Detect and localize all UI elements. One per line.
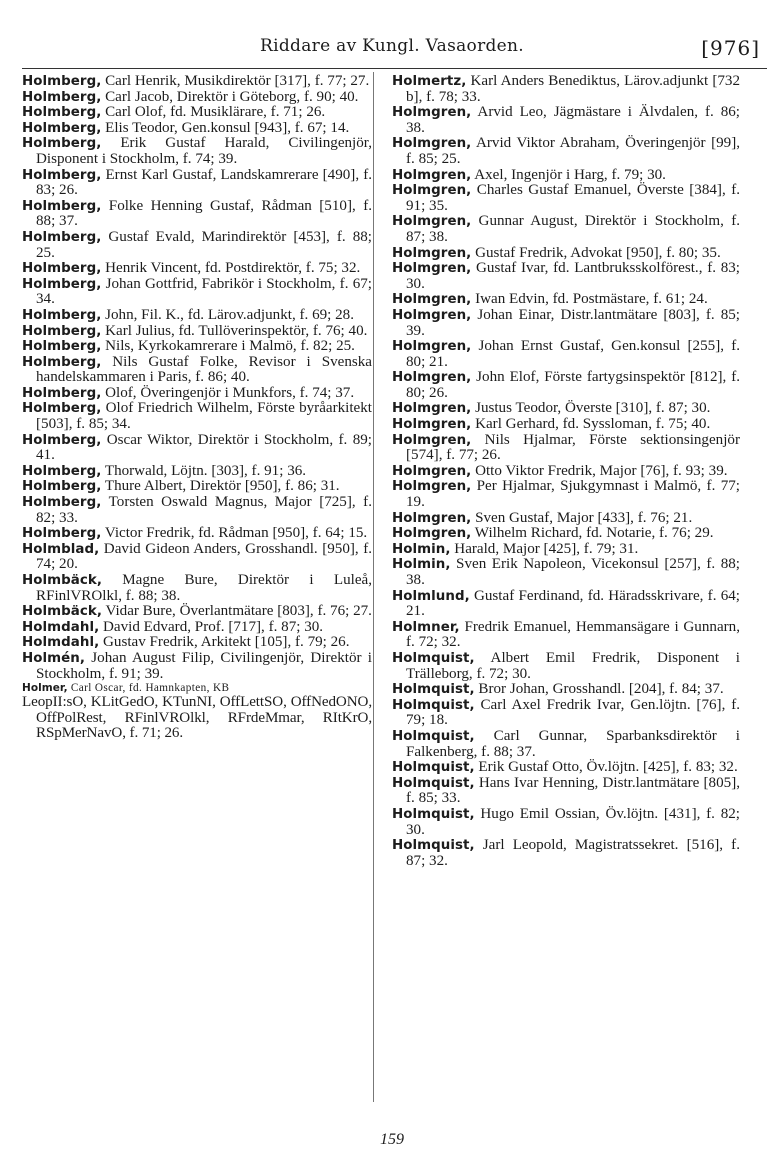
entry-surname: Holmberg, (22, 198, 102, 214)
entry-surname: Holmberg, (22, 479, 102, 495)
entry-details: Arvid Viktor Abraham, Överingenjör [99], f. 85; 25. (406, 135, 740, 167)
page-footer-number: 159 (380, 1131, 404, 1148)
register-entry (22, 542, 372, 573)
entry-details: Gustaf Evald, Marindirektör [453], f. 88; 25. (36, 228, 372, 261)
entry-surname: Holmberg, (22, 89, 102, 105)
entry-details: Karl Gerhard, fd. Syssloman, f. 75; 40. (471, 416, 711, 433)
entry-surname: Holmquist, (392, 838, 475, 854)
entry-details: Henrik Vincent, fd. Postdirektör, f. 75; 32. (101, 260, 361, 277)
entry-surname: Holmberg, (22, 136, 102, 152)
entry-details: Ernst Karl Gustaf, Landskamrerare [490], f. 83; 26. (36, 166, 372, 199)
entry-details: Olof, Överingenjör i Munkfors, f. 74; 37. (101, 384, 355, 401)
entry-surname: Holmberg, (22, 339, 102, 355)
entry-surname: Holmberg, (22, 526, 102, 542)
entry-surname: Holmberg, (22, 229, 102, 245)
entry-details: Karl Anders Benediktus, Lärov.adjunkt [732 b], f. 78; 33. (406, 73, 740, 105)
register-entry (392, 183, 740, 214)
entry-surname: Holmberg, (22, 120, 102, 136)
entry-surname: Holmdahl, (22, 635, 100, 651)
entry-details: Carl Olof, fd. Musiklärare, f. 71; 26. (101, 104, 326, 121)
entry-surname: Holmquist, (392, 760, 475, 776)
entry-details: Carl Oscar, fd. Hamnkapten, KB (67, 682, 230, 695)
entry-surname: Holmgren, (392, 339, 472, 355)
entry-details: Fredrik Emanuel, Hemmansägare i Gunnarn, f. 72; 32. (406, 618, 740, 651)
entry-surname: Holmberg, (22, 307, 102, 323)
register-entry (392, 729, 740, 760)
entry-details: Hans Ivar Henning, Distr.lantmätare [805], f. 85; 33. (406, 774, 740, 807)
register-entry (22, 308, 372, 324)
register-entry (22, 355, 372, 386)
entry-surname: Holmblad, (22, 541, 100, 557)
entry-details: Sven Gustaf, Major [433], f. 76; 21. (471, 509, 693, 526)
entry-details: Thorwald, Löjtn. [303], f. 91; 36. (101, 462, 307, 479)
entry-details: Wilhelm Richard, fd. Notarie, f. 76; 29. (471, 525, 714, 542)
register-entry (22, 277, 372, 308)
entry-surname: Holmberg, (22, 261, 102, 277)
entry-details: Carl Henrik, Musikdirektör [317], f. 77; 27. (101, 73, 370, 89)
entry-details: Johan Gottfrid, Fabrikör i Stockholm, f. 67; 34. (36, 275, 372, 308)
register-entry (22, 401, 372, 432)
entry-details: Albert Emil Fredrik, Disponent i Trälleborg, f. 72; 30. (406, 649, 740, 682)
entry-surname: Holmberg, (22, 276, 102, 292)
register-entry (392, 433, 740, 464)
entry-surname: Holmgren, (392, 214, 472, 230)
entry-surname: Holmén, (22, 650, 86, 666)
register-entry (392, 105, 740, 136)
column-divider (373, 72, 374, 1102)
register-entry (392, 464, 740, 480)
register-entry (22, 433, 372, 464)
entry-surname: Holmgren, (392, 136, 472, 152)
entry-details: Nils, Kyrkokamrerare i Malmö, f. 82; 25. (101, 338, 355, 355)
register-entry (392, 308, 740, 339)
entry-details: Hugo Emil Ossian, Öv.löjtn. [431], f. 82; 30. (406, 805, 740, 838)
entry-details: Magne Bure, Direktör i Luleå, RFinlVROlkl, f. 88; 38. (36, 572, 372, 604)
register-entry (22, 573, 372, 604)
entry-details: Otto Viktor Fredrik, Major [76], f. 93; 39. (471, 462, 728, 479)
entry-details: Charles Gustaf Emanuel, Överste [384], f. 91; 35. (406, 182, 740, 214)
register-entry (392, 682, 740, 698)
entry-details: Gustaf Fredrik, Advokat [950], f. 80; 35. (471, 244, 721, 261)
entry-surname: Holmberg, (22, 354, 102, 370)
entry-surname: Holmgren, (392, 526, 472, 542)
entry-details: Iwan Edvin, fd. Postmästare, f. 61; 24. (471, 291, 708, 308)
entry-surname: Holmgren, (392, 370, 472, 386)
entry-surname: Holmquist, (392, 775, 475, 791)
entry-details: Karl Julius, fd. Tullöverinspektör, f. 76; 40. (101, 322, 368, 339)
entry-surname: Holmner, (392, 619, 460, 635)
entry-details: Johan Einar, Distr.lantmätare [803], f. 85; 39. (406, 306, 740, 339)
register-entry (392, 479, 740, 510)
register-entry (22, 121, 372, 137)
entry-surname: Holmertz, (392, 74, 467, 89)
entry-details: Elis Teodor, Gen.konsul [943], f. 67; 14. (101, 119, 350, 136)
register-entry (22, 651, 372, 682)
entry-surname: Holmgren, (392, 105, 472, 121)
entry-surname: Holmquist, (392, 806, 475, 822)
register-entry (22, 495, 372, 526)
entry-details: David Edvard, Prof. [717], f. 87; 30. (99, 618, 324, 635)
entry-surname: Holmgren, (392, 292, 472, 308)
entry-details: Gunnar August, Direktör i Stockholm, f. 87; 38. (406, 213, 740, 245)
register-entry (392, 651, 740, 682)
entry-details: Axel, Ingenjör i Harg, f. 79; 30. (471, 166, 666, 183)
register-entry (392, 136, 740, 167)
register-entry (392, 246, 740, 262)
register-entry (392, 292, 740, 308)
register-entry (392, 401, 740, 417)
entry-surname: Holmquist, (392, 682, 475, 698)
register-entry (392, 698, 740, 729)
entry-surname: Holmgren, (392, 463, 472, 479)
entry-details: John Elof, Förste fartygsinspektör [812], f. 80; 26. (406, 369, 740, 401)
entry-surname: Holmgren, (392, 167, 472, 183)
right-column (392, 74, 740, 869)
register-entry (22, 230, 372, 261)
entry-details: Folke Henning Gustaf, Rådman [510], f. 88; 37. (36, 197, 372, 230)
entry-details: Olof Friedrich Wilhelm, Förste byråarkitekt [503], f. 85; 34. (36, 400, 372, 433)
entry-surname: Holmgren, (392, 401, 472, 417)
entry-surname: Holmgren, (392, 417, 472, 433)
register-entry (392, 214, 740, 245)
register-entry (22, 136, 372, 167)
entry-details: Jarl Leopold, Magistratssekret. [516], f. 87; 32. (406, 837, 740, 869)
entry-surname: Holmgren, (392, 510, 472, 526)
entry-details: LeopII:sO, KLitGedO, KTunNI, OffLettSO, OffNedONO, OffPolRest, RFinlVROlkl, RFrdeMmar, RItKrO, RSpMerNavO, f. 71; 26. (22, 694, 372, 742)
entry-details: Erik Gustaf Otto, Öv.löjtn. [425], f. 83; 32. (474, 759, 738, 776)
entry-details: Vidar Bure, Överlantmätare [803], f. 76; 27. (101, 603, 372, 620)
entry-surname: Holmberg, (22, 105, 102, 121)
register-entry (22, 526, 372, 542)
entry-surname: Holmberg, (22, 432, 102, 448)
entry-surname: Holmgren, (392, 432, 472, 448)
entry-details: Gustav Fredrik, Arkitekt [105], f. 79; 26. (99, 634, 350, 651)
register-entry (392, 370, 740, 401)
register-entry (392, 417, 740, 433)
entry-details: Gustaf Ferdinand, fd. Häradsskrivare, f. 64; 21. (406, 587, 740, 620)
entry-details: Erik Gustaf Harald, Civilingenjör, Disponent i Stockholm, f. 74; 39. (36, 135, 372, 167)
entry-surname: Holmgren, (392, 183, 472, 199)
entry-surname: Holmer, (22, 682, 68, 695)
register-entry (392, 526, 740, 542)
entry-details: Oscar Wiktor, Direktör i Stockholm, f. 89; 41. (36, 431, 372, 464)
entry-surname: Holmberg, (22, 323, 102, 339)
entry-details: Johan Ernst Gustaf, Gen.konsul [255], f. 80; 21. (406, 338, 740, 370)
entry-details: Arvid Leo, Jägmästare i Älvdalen, f. 86; 38. (406, 104, 740, 136)
register-entry (22, 604, 372, 620)
register-entry (22, 464, 372, 480)
entry-details: Per Hjalmar, Sjukgymnast i Malmö, f. 77; 19. (406, 478, 740, 511)
register-entry (22, 479, 372, 495)
page-header (0, 36, 784, 64)
running-title: Riddare av Kungl. Vasaorden. (260, 36, 524, 56)
register-entry (22, 324, 372, 340)
entry-details: Victor Fredrik, fd. Rådman [950], f. 64; 15. (101, 525, 368, 542)
register-entry (22, 695, 372, 742)
register-entry (392, 542, 740, 558)
entry-details: Johan August Filip, Civilingenjör, Direktör i Stockholm, f. 91; 39. (36, 649, 372, 682)
entry-surname: Holmberg, (22, 74, 102, 89)
register-entry (392, 760, 740, 776)
entry-surname: Holmberg, (22, 167, 102, 183)
register-entry (392, 807, 740, 838)
entry-details: Justus Teodor, Överste [310], f. 87; 30. (471, 400, 711, 417)
register-entry (22, 74, 372, 90)
register-entry (22, 386, 372, 402)
register-entry (392, 74, 740, 105)
register-entry (392, 261, 740, 292)
header-rule (22, 68, 767, 69)
entry-details: Gustaf Ivar, fd. Lantbruksskolförest., f. 83; 30. (406, 260, 740, 292)
register-entry (392, 168, 740, 184)
register-entry (22, 620, 372, 636)
entry-details: Carl Jacob, Direktör i Göteborg, f. 90; 40. (101, 88, 359, 105)
register-entry (392, 589, 740, 620)
entry-surname: Holmlund, (392, 588, 470, 604)
register-entry (392, 557, 740, 588)
register-entry (392, 511, 740, 527)
entry-surname: Holmgren, (392, 307, 472, 323)
entry-details: Thure Albert, Direktör [950], f. 86; 31. (101, 478, 340, 495)
entry-details: John, Fil. K., fd. Lärov.adjunkt, f. 69; 28. (101, 306, 355, 323)
register-entry (22, 261, 372, 277)
entry-surname: Holmberg, (22, 401, 102, 417)
entry-surname: Holmgren, (392, 479, 472, 495)
entry-surname: Holmdahl, (22, 619, 100, 635)
register-entry (22, 90, 372, 106)
entry-details: Nils Gustaf Folke, Revisor i Svenska handelskammaren i Paris, f. 86; 40. (36, 353, 372, 386)
entry-surname: Holmquist, (392, 650, 475, 666)
entry-details: Torsten Oswald Magnus, Major [725], f. 82; 33. (36, 494, 372, 526)
entry-surname: Holmin, (392, 541, 451, 557)
entry-details: David Gideon Anders, Grosshandl. [950], f. 74; 20. (36, 540, 372, 573)
entry-surname: Holmgren, (392, 245, 472, 261)
entry-surname: Holmberg, (22, 385, 102, 401)
entry-details: Carl Axel Fredrik Ivar, Gen.löjtn. [76], f. 79; 18. (406, 696, 740, 729)
register-entry (22, 199, 372, 230)
entry-surname: Holmberg, (22, 495, 102, 511)
entry-details: Sven Erik Napoleon, Vicekonsul [257], f. 88; 38. (406, 556, 740, 588)
register-entry (22, 339, 372, 355)
register-entry (392, 776, 740, 807)
left-column (22, 74, 372, 742)
entry-details: Nils Hjalmar, Förste sektionsingenjör [574], f. 77; 26. (406, 431, 740, 464)
register-entry (22, 105, 372, 121)
entry-surname: Holmin, (392, 557, 451, 573)
register-entry (22, 635, 372, 651)
entry-surname: Holmbäck, (22, 604, 102, 620)
entry-details: Carl Gunnar, Sparbanksdirektör i Falkenberg, f. 88; 37. (406, 727, 740, 760)
entry-details: Bror Johan, Grosshandl. [204], f. 84; 37. (474, 681, 724, 698)
bracket-page-number: [976] (701, 36, 760, 60)
entry-details: Harald, Major [425], f. 79; 31. (450, 540, 639, 557)
entry-surname: Holmgren, (392, 261, 472, 277)
entry-surname: Holmberg, (22, 463, 102, 479)
register-entry (392, 339, 740, 370)
register-entry (22, 168, 372, 199)
register-entry (392, 838, 740, 869)
entry-surname: Holmquist, (392, 697, 475, 713)
entry-surname: Holmquist, (392, 728, 475, 744)
register-entry (392, 620, 740, 651)
entry-surname: Holmbäck, (22, 573, 102, 588)
